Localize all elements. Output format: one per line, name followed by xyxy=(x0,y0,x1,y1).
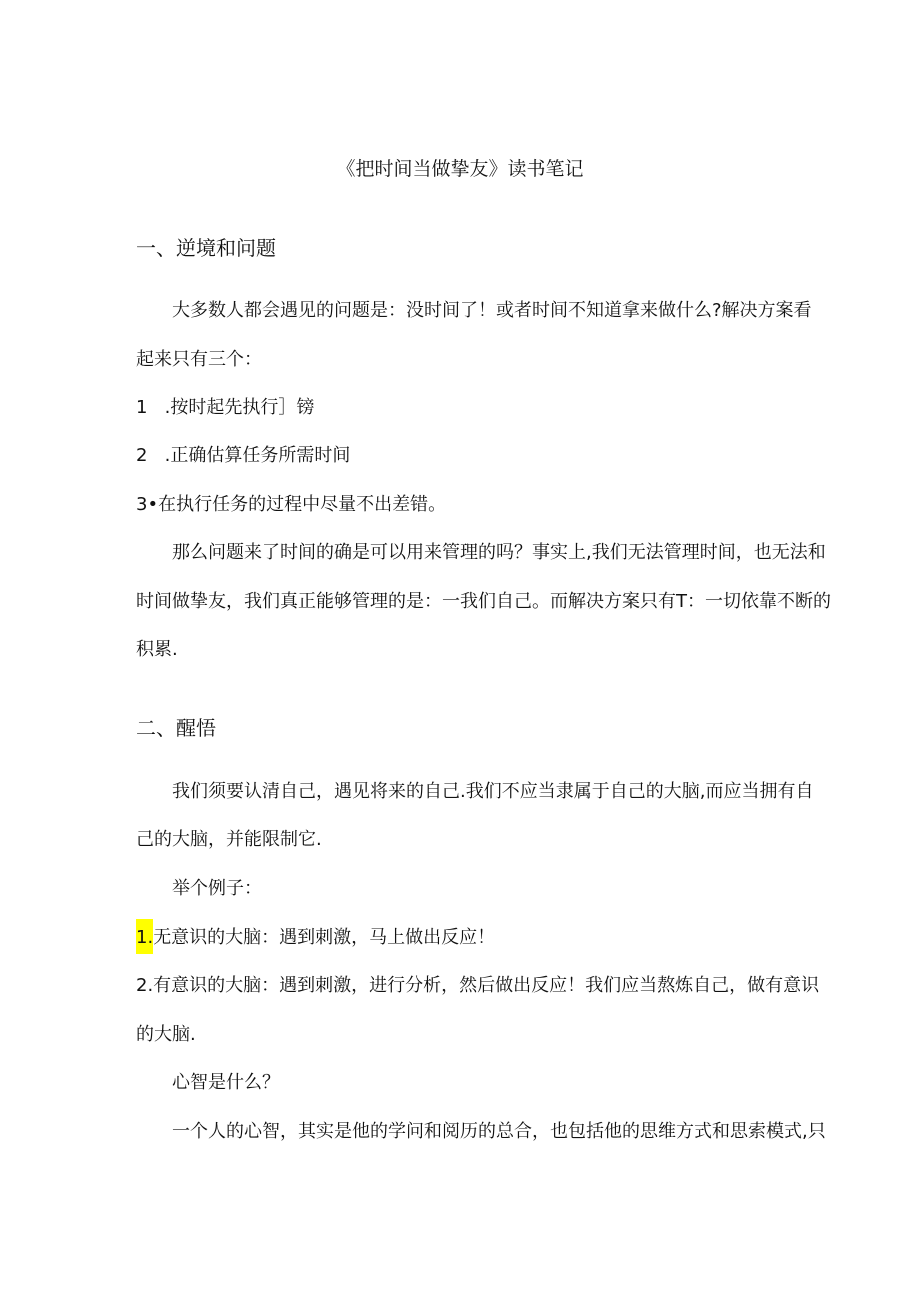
section-2-list-item-2-line-2: 的大脑. xyxy=(136,1024,196,1045)
section-2-list-item-1 xyxy=(136,926,495,950)
section-1-list-item-2: 2 .正确估算任务所需时间 xyxy=(136,445,351,466)
example-intro: 举个例子： xyxy=(172,878,262,899)
section-1-paragraph-1-line-2: 起来只有三个： xyxy=(136,349,262,370)
section-1-list-item-3: 3•在执行任务的过程中尽量不出差错。 xyxy=(136,494,447,515)
document-title: 《把时间当做挚友》读书笔记 xyxy=(336,158,584,180)
section-1-paragraph-2-line-3: 积累. xyxy=(136,639,178,660)
section-2-list-item-1-text: 无意识的大脑：遇到刺激，马上做出反应！ xyxy=(153,927,496,948)
section-2-paragraph-1-line-1: 我们须要认清自己，遇见将来的自己.我们不应当隶属于自己的大脑,而应当拥有自 xyxy=(172,781,814,802)
highlighted-list-number: 1. xyxy=(136,919,153,954)
section-1-paragraph-1-line-1: 大多数人都会遇见的问题是：没时间了！或者时间不知道拿来做什么?解决方案看 xyxy=(172,300,812,321)
section-2-paragraph-2-line-1: 一个人的心智，其实是他的学问和阅历的总合，也包括他的思维方式和思索模式,只 xyxy=(172,1121,826,1142)
section-1-paragraph-2-line-1: 那么问题来了时间的确是可以用来管理的吗？事实上,我们无法管理时间，也无法和 xyxy=(172,542,826,563)
section-2-paragraph-1-line-2: 己的大脑，并能限制它. xyxy=(136,829,322,850)
section-2-heading: 二、醒悟 xyxy=(136,716,216,740)
section-1-paragraph-2-line-2: 时间做挚友，我们真正能够管理的是：一我们自己。而解决方案只有T：一切依靠不断的 xyxy=(136,591,831,612)
section-2-list-item-2-line-1: 2.有意识的大脑：遇到刺激，进行分析，然后做出反应！我们应当熬炼自己，做有意识 xyxy=(136,975,820,996)
section-1-list-item-1: 1 .按时起先执行］镑 xyxy=(136,397,315,418)
mind-question: 心智是什么？ xyxy=(172,1072,280,1093)
section-1-heading: 一、逆境和问题 xyxy=(136,236,276,260)
